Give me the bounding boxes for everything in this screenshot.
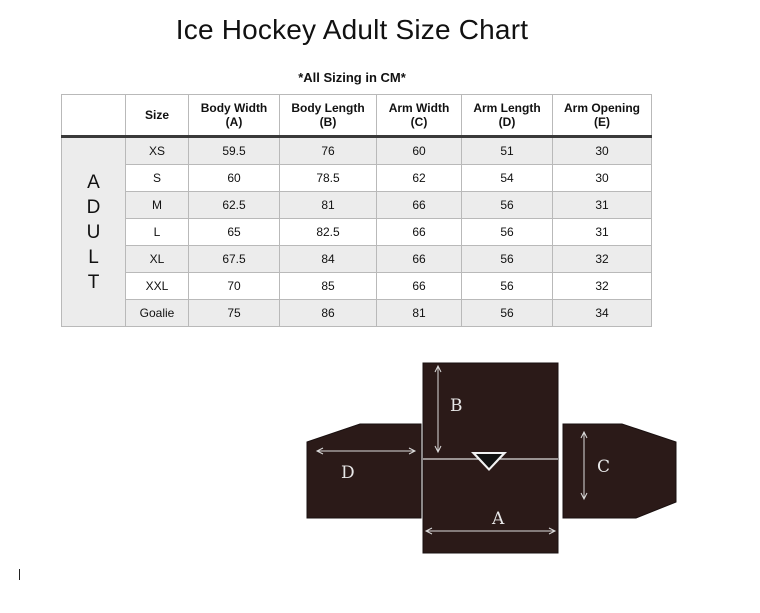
right-sleeve-shape xyxy=(563,424,676,518)
units-note: *All Sizing in CM* xyxy=(298,70,406,85)
measurement-cell: 51 xyxy=(462,137,553,165)
jersey-measurement-diagram xyxy=(300,355,680,560)
measurement-cell: 81 xyxy=(280,192,377,219)
measurement-cell: 30 xyxy=(553,165,652,192)
adult-group-label xyxy=(62,137,126,327)
table-row xyxy=(62,192,652,219)
measurement-cell: 30 xyxy=(553,137,652,165)
header-blank-cell xyxy=(62,95,126,137)
header-text: (B) xyxy=(319,115,337,129)
measurement-cell: 56 xyxy=(462,273,553,300)
measurement-cell: 32 xyxy=(553,246,652,273)
size-chart-table xyxy=(61,94,652,327)
header-text: Size xyxy=(144,108,169,122)
measurement-cell: 34 xyxy=(553,300,652,327)
measurement-cell: 85 xyxy=(280,273,377,300)
measurement-cell: 60 xyxy=(377,137,462,165)
measurement-cell: 56 xyxy=(462,192,553,219)
label-b: B xyxy=(450,396,463,416)
size-cell: XXL xyxy=(126,273,189,300)
header-text: (C) xyxy=(410,115,428,129)
measurement-cell: 59.5 xyxy=(189,137,280,165)
header-text: Body Width xyxy=(200,101,268,115)
header-text: (A) xyxy=(225,115,243,129)
measurement-cell: 60 xyxy=(189,165,280,192)
measurement-cell: 67.5 xyxy=(189,246,280,273)
header-arm-length xyxy=(462,95,553,137)
header-arm-width xyxy=(377,95,462,137)
header-text: Arm Opening xyxy=(563,101,640,115)
group-letter: T xyxy=(87,271,100,293)
group-letter: A xyxy=(87,171,100,193)
measurement-cell: 66 xyxy=(377,219,462,246)
table-row xyxy=(62,219,652,246)
measurement-cell: 56 xyxy=(462,246,553,273)
measurement-cell: 65 xyxy=(189,219,280,246)
header-size xyxy=(126,95,189,137)
measurement-cell: 70 xyxy=(189,273,280,300)
measurement-cell: 81 xyxy=(377,300,462,327)
measurement-cell: 31 xyxy=(553,219,652,246)
measurement-cell: 62.5 xyxy=(189,192,280,219)
measurement-cell: 66 xyxy=(377,246,462,273)
group-letter: U xyxy=(86,221,101,243)
size-cell: Goalie xyxy=(126,300,189,327)
table-body xyxy=(62,137,652,327)
table-row xyxy=(62,137,652,165)
label-c: C xyxy=(597,457,611,477)
header-body-length xyxy=(280,95,377,137)
table-header-row xyxy=(62,95,652,137)
size-cell: M xyxy=(126,192,189,219)
measurement-cell: 82.5 xyxy=(280,219,377,246)
size-cell: S xyxy=(126,165,189,192)
measurement-cell: 78.5 xyxy=(280,165,377,192)
group-letter: L xyxy=(88,246,99,268)
table-row xyxy=(62,273,652,300)
measurement-cell: 62 xyxy=(377,165,462,192)
label-a: A xyxy=(492,509,505,529)
table-row xyxy=(62,300,652,327)
text-cursor xyxy=(19,569,20,580)
measurement-cell: 56 xyxy=(462,219,553,246)
measurement-cell: 86 xyxy=(280,300,377,327)
header-text: (D) xyxy=(498,115,516,129)
measurement-cell: 54 xyxy=(462,165,553,192)
measurement-cell: 32 xyxy=(553,273,652,300)
header-text: Arm Length xyxy=(473,101,541,115)
header-text: Arm Width xyxy=(388,101,450,115)
table-row xyxy=(62,246,652,273)
label-d: D xyxy=(341,463,355,483)
size-cell: XS xyxy=(126,137,189,165)
size-cell: L xyxy=(126,219,189,246)
group-letter: D xyxy=(86,196,101,218)
size-cell: XL xyxy=(126,246,189,273)
measurement-cell: 84 xyxy=(280,246,377,273)
measurement-cell: 76 xyxy=(280,137,377,165)
left-sleeve-shape xyxy=(307,424,421,518)
header-body-width xyxy=(189,95,280,137)
measurement-cell: 56 xyxy=(462,300,553,327)
header-text: Body Length xyxy=(291,101,365,115)
page-title: Ice Hockey Adult Size Chart xyxy=(175,14,529,45)
header-arm-opening xyxy=(553,95,652,137)
table-row xyxy=(62,165,652,192)
header-text: (E) xyxy=(594,115,610,129)
measurement-cell: 31 xyxy=(553,192,652,219)
measurement-cell: 66 xyxy=(377,192,462,219)
measurement-cell: 75 xyxy=(189,300,280,327)
measurement-cell: 66 xyxy=(377,273,462,300)
